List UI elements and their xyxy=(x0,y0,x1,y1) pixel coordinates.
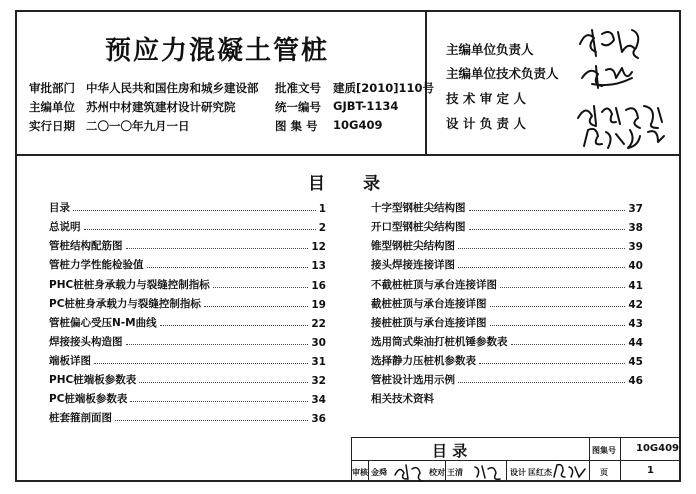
title-block-col-divider xyxy=(368,460,369,482)
toc-entry-title: 管桩设计选用示例 xyxy=(371,374,455,386)
toc-entry[interactable] xyxy=(371,276,643,292)
toc-entry-title: 十字型钢桩尖结构图 xyxy=(371,202,466,214)
title-block-atlas-no: 10G409 xyxy=(636,443,679,454)
toc-entry[interactable] xyxy=(49,390,326,406)
toc-leader xyxy=(458,248,625,249)
toc-entry-page: 22 xyxy=(311,318,326,330)
toc-entry-page: 41 xyxy=(628,280,643,292)
toc-entry-title: 不截桩桩顶与承台连接详图 xyxy=(371,279,497,291)
toc-entry-page: 1 xyxy=(318,203,326,215)
toc-entry-page: 31 xyxy=(311,356,326,368)
toc-entry[interactable] xyxy=(49,295,326,311)
title-block-col-divider xyxy=(620,437,621,482)
title-block-col-divider xyxy=(589,437,590,482)
info-label-effective-date: 实行日期 xyxy=(29,119,75,133)
toc-leader xyxy=(204,306,308,307)
toc-heading xyxy=(308,169,418,194)
info-label-chief-editor: 主编单位 xyxy=(29,100,75,114)
toc-entry[interactable] xyxy=(371,237,643,253)
toc-leader xyxy=(73,210,316,211)
toc-entry[interactable] xyxy=(49,199,326,215)
toc-entry-page: 40 xyxy=(628,260,643,272)
toc-leader xyxy=(147,267,309,268)
info-value-approval-no: 建质[2010]110号 xyxy=(333,81,435,95)
toc-heading-char-1: 目 xyxy=(308,174,325,194)
toc-entry-page: 38 xyxy=(628,222,643,234)
title-block-atlas-label: 图集号 xyxy=(592,446,616,455)
toc-entry-title: PHC桩桩身承载力与裂缝控制指标 xyxy=(49,279,210,291)
title-block-design-name: 匡红杰 xyxy=(528,468,552,477)
toc-entry-page: 13 xyxy=(311,260,326,272)
design-signature xyxy=(551,461,587,481)
toc-entry[interactable] xyxy=(371,199,643,215)
toc-leader xyxy=(94,363,308,364)
info-value-unified-no: GJBT-1134 xyxy=(333,99,399,113)
toc-leader xyxy=(139,382,308,383)
toc-entry-title: 管桩结构配筋图 xyxy=(49,240,123,252)
toc-entry-title: 管桩偏心受压N-M曲线 xyxy=(49,317,157,329)
toc-entry-title: 选择静力压桩机参数表 xyxy=(371,355,476,367)
toc-entry[interactable] xyxy=(371,390,643,406)
toc-leader xyxy=(479,363,625,364)
toc-leader xyxy=(490,306,626,307)
toc-entry[interactable] xyxy=(371,295,643,311)
toc-entry-page: 36 xyxy=(311,413,326,425)
toc-entry-page: 42 xyxy=(628,299,643,311)
toc-leader xyxy=(126,248,309,249)
responsible-designer: 设 计 负 责 人 xyxy=(446,116,526,131)
toc-entry[interactable] xyxy=(371,314,643,330)
title-block-page-label: 页 xyxy=(600,468,608,477)
toc-entry-page: 2 xyxy=(318,222,326,234)
toc-entry-title: 端板详图 xyxy=(49,355,91,367)
toc-leader xyxy=(126,344,309,345)
title-block-review-name: 金舜 xyxy=(371,468,387,477)
toc-leader xyxy=(490,325,626,326)
toc-entry[interactable] xyxy=(49,352,326,368)
title-block-check-label: 校对 xyxy=(429,468,445,477)
toc-leader xyxy=(469,229,626,230)
toc-heading-char-2: 录 xyxy=(363,174,380,194)
toc-entry-page: 30 xyxy=(311,337,326,349)
toc-entry-page: 19 xyxy=(311,299,326,311)
toc-leader xyxy=(500,287,625,288)
toc-entry[interactable] xyxy=(371,371,643,387)
info-value-approval-dept: 中华人民共和国住房和城乡建设部 xyxy=(86,81,259,95)
info-label-atlas-no: 图 集 号 xyxy=(275,119,318,133)
title-block-col-divider xyxy=(445,460,446,482)
toc-entry-title: 开口型钢桩尖结构图 xyxy=(371,221,466,233)
toc-entry-page: 39 xyxy=(628,241,643,253)
toc-leader xyxy=(511,344,626,345)
toc-entry-title: 接桩桩顶与承台连接详图 xyxy=(371,317,487,329)
toc-entry[interactable] xyxy=(371,352,643,368)
toc-entry-title: PHC桩端板参数表 xyxy=(49,374,137,386)
toc-leader xyxy=(469,210,626,211)
toc-entry[interactable] xyxy=(49,237,326,253)
toc-entry-title: 目录 xyxy=(49,202,70,214)
toc-entry[interactable] xyxy=(49,276,326,292)
title-block-design-label: 设计 xyxy=(510,468,526,477)
title-block-name: 目 录 xyxy=(432,442,468,460)
toc-entry[interactable] xyxy=(49,333,326,349)
toc-entry[interactable] xyxy=(49,256,326,272)
toc-entry-page: 34 xyxy=(311,394,326,406)
title-block-col-divider xyxy=(506,460,507,482)
info-value-atlas-no: 10G409 xyxy=(333,118,383,132)
toc-entry[interactable] xyxy=(49,218,326,234)
info-value-chief-editor: 苏州中材建筑建材设计研究院 xyxy=(86,100,236,114)
responsible-technical: 主编单位技术负责人 xyxy=(446,66,559,81)
toc-entry-page: 37 xyxy=(628,203,643,215)
toc-entry-title: 选用筒式柴油打桩机锤参数表 xyxy=(371,336,508,348)
review-signature xyxy=(392,461,426,481)
toc-entry-page: 43 xyxy=(628,318,643,330)
title-block-page-no: 1 xyxy=(647,465,654,476)
toc-entry-title: 管桩力学性能检验值 xyxy=(49,259,144,271)
handwritten-signatures xyxy=(572,22,676,152)
toc-entry-page: 44 xyxy=(628,337,643,349)
info-label-unified-no: 统一编号 xyxy=(275,100,321,114)
toc-entry-title: PC桩桩身承载力与裂缝控制指标 xyxy=(49,298,201,310)
toc-entry-title: 接头焊接连接详图 xyxy=(371,259,455,271)
toc-entry[interactable] xyxy=(371,333,643,349)
toc-leader xyxy=(84,229,316,230)
toc-entry-page: 32 xyxy=(311,375,326,387)
title-block-check-name: 王清 xyxy=(447,468,463,477)
toc-entry-title: 相关技术资料 xyxy=(371,393,434,405)
toc-leader xyxy=(130,401,308,402)
info-label-approval-no: 批准文号 xyxy=(275,81,321,95)
toc-entry-page: 45 xyxy=(628,356,643,368)
toc-leader xyxy=(458,382,625,383)
toc-leader xyxy=(115,420,308,421)
toc-entry[interactable] xyxy=(371,256,643,272)
toc-leader xyxy=(213,287,309,288)
title-block-review-label: 审核 xyxy=(352,468,368,477)
toc-leader xyxy=(458,267,625,268)
check-signature xyxy=(472,461,504,481)
toc-entry[interactable] xyxy=(49,314,326,330)
info-value-effective-date: 二〇一〇年九月一日 xyxy=(86,119,190,133)
toc-entry[interactable] xyxy=(49,409,326,425)
toc-entry-title: 锥型钢桩尖结构图 xyxy=(371,240,455,252)
toc-entry-title: 桩套箍剖面图 xyxy=(49,412,112,424)
toc-entry-title: 焊接接头构造图 xyxy=(49,336,123,348)
toc-entry[interactable] xyxy=(49,371,326,387)
responsible-editor-unit: 主编单位负责人 xyxy=(446,42,534,57)
toc-entry-page: 46 xyxy=(628,375,643,387)
responsible-reviewer: 技 术 审 定 人 xyxy=(446,91,526,106)
toc-entry-page: 12 xyxy=(311,241,326,253)
toc-entry-title: 总说明 xyxy=(49,221,81,233)
header-divider-horizontal xyxy=(15,154,681,156)
page-title: 预应力混凝土管桩 xyxy=(105,36,330,66)
toc-entry-title: 截桩桩顶与承台连接详图 xyxy=(371,298,487,310)
toc-entry-title: PC桩端板参数表 xyxy=(49,393,128,405)
toc-entry[interactable] xyxy=(371,218,643,234)
toc-leader xyxy=(160,325,309,326)
toc-entry-page: 16 xyxy=(311,280,326,292)
info-label-approval-dept: 审批部门 xyxy=(29,81,75,95)
